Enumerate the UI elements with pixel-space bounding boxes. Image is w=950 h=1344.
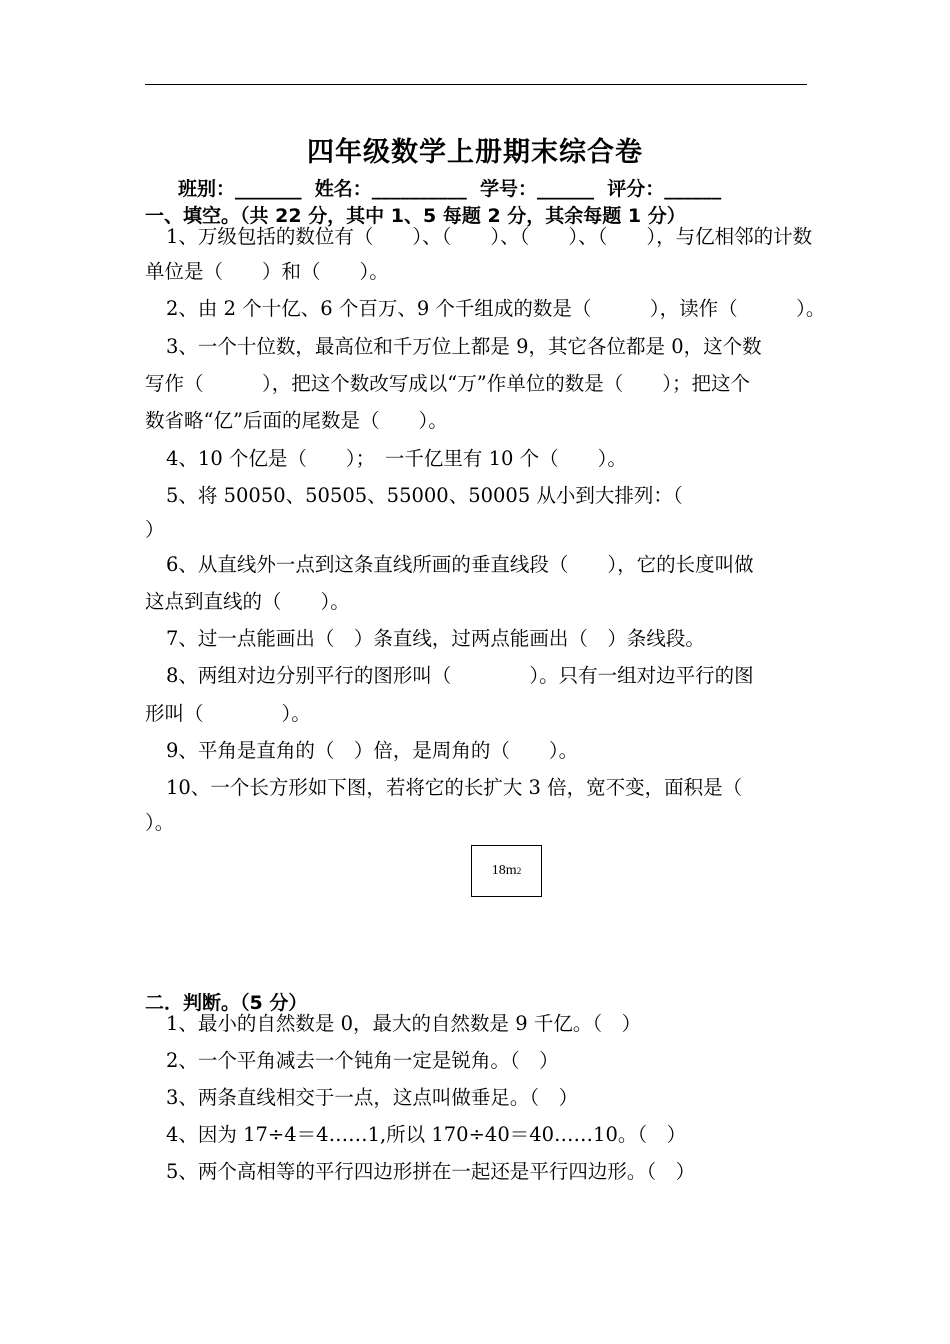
student-info-row: [178, 174, 721, 201]
judgement-line: 5、两个高相等的平行四边形拼在一起还是平行四边形。（ ）: [166, 1160, 696, 1183]
judgement-line: 1、最小的自然数是 0，最大的自然数是 9 千亿。（ ）: [166, 1012, 642, 1035]
page-title: 四年级数学上册期末综合卷: [307, 137, 643, 168]
question-line: 8、两组对边分别平行的图形叫（ ）。只有一组对边平行的图: [166, 664, 754, 687]
rectangle-figure: [471, 845, 542, 897]
question-line: 2、由 2 个十亿、6 个百万、9 个千组成的数是（ ），读作（ ）。: [166, 297, 826, 320]
figure-unit: m: [505, 863, 517, 878]
section2-heading: 二．判断。（5 分）: [145, 992, 308, 1014]
number-field[interactable]: 学号：______: [480, 178, 595, 200]
question-line: 单位是（ ）和（ ）。: [145, 260, 389, 283]
name-field[interactable]: 姓名：__________: [314, 178, 467, 200]
question-line: 7、过一点能画出（ ）条直线，过两点能画出（ ）条线段。: [166, 627, 705, 650]
question-line: 10、一个长方形如下图，若将它的长扩大 3 倍，宽不变，面积是（: [166, 776, 743, 799]
class-field[interactable]: 班别：_______: [178, 178, 302, 200]
question-line: 1、万级包括的数位有（ ）、（ ）、（ ）、（ ），与亿相邻的计数: [166, 225, 813, 248]
figure-exponent: 2: [516, 866, 522, 876]
question-line: 4、10 个亿是（ ）； 一千亿里有 10 个（ ）。: [166, 447, 627, 470]
question-line: 写作（ ），把这个数改写成以“万”作单位的数是（ ）；把这个: [145, 372, 750, 395]
score-field[interactable]: 评分：______: [607, 178, 722, 200]
section1-heading: 一、填空。（共 22 分，其中 1、5 每题 2 分，其余每题 1 分）: [145, 205, 686, 227]
question-line: ）。: [145, 811, 175, 834]
question-line: 3、一个十位数，最高位和千万位上都是 9，其它各位都是 0，这个数: [166, 335, 762, 358]
question-line: 9、平角是直角的（ ）倍，是周角的（ ）。: [166, 739, 579, 762]
question-line: 5、将 50050、50505、55000、50005 从小到大排列：（: [166, 484, 683, 507]
question-line: 形叫（ ）。: [145, 702, 311, 725]
judgement-line: 4、因为 17÷4＝4……1,所以 170÷40＝40……10。（ ）: [166, 1123, 687, 1146]
judgement-line: 3、两条直线相交于一点，这点叫做垂足。（ ）: [166, 1086, 579, 1109]
question-line: ）: [145, 518, 165, 541]
judgement-line: 2、一个平角减去一个钝角一定是锐角。（ ）: [166, 1049, 559, 1072]
question-line: 数省略“亿”后面的尾数是（ ）。: [145, 409, 448, 432]
figure-value: 18: [491, 863, 506, 878]
top-rule: [145, 84, 807, 85]
question-line: 这点到直线的（ ）。: [145, 590, 350, 613]
question-line: 6、从直线外一点到这条直线所画的垂直线段（ ），它的长度叫做: [166, 553, 754, 576]
